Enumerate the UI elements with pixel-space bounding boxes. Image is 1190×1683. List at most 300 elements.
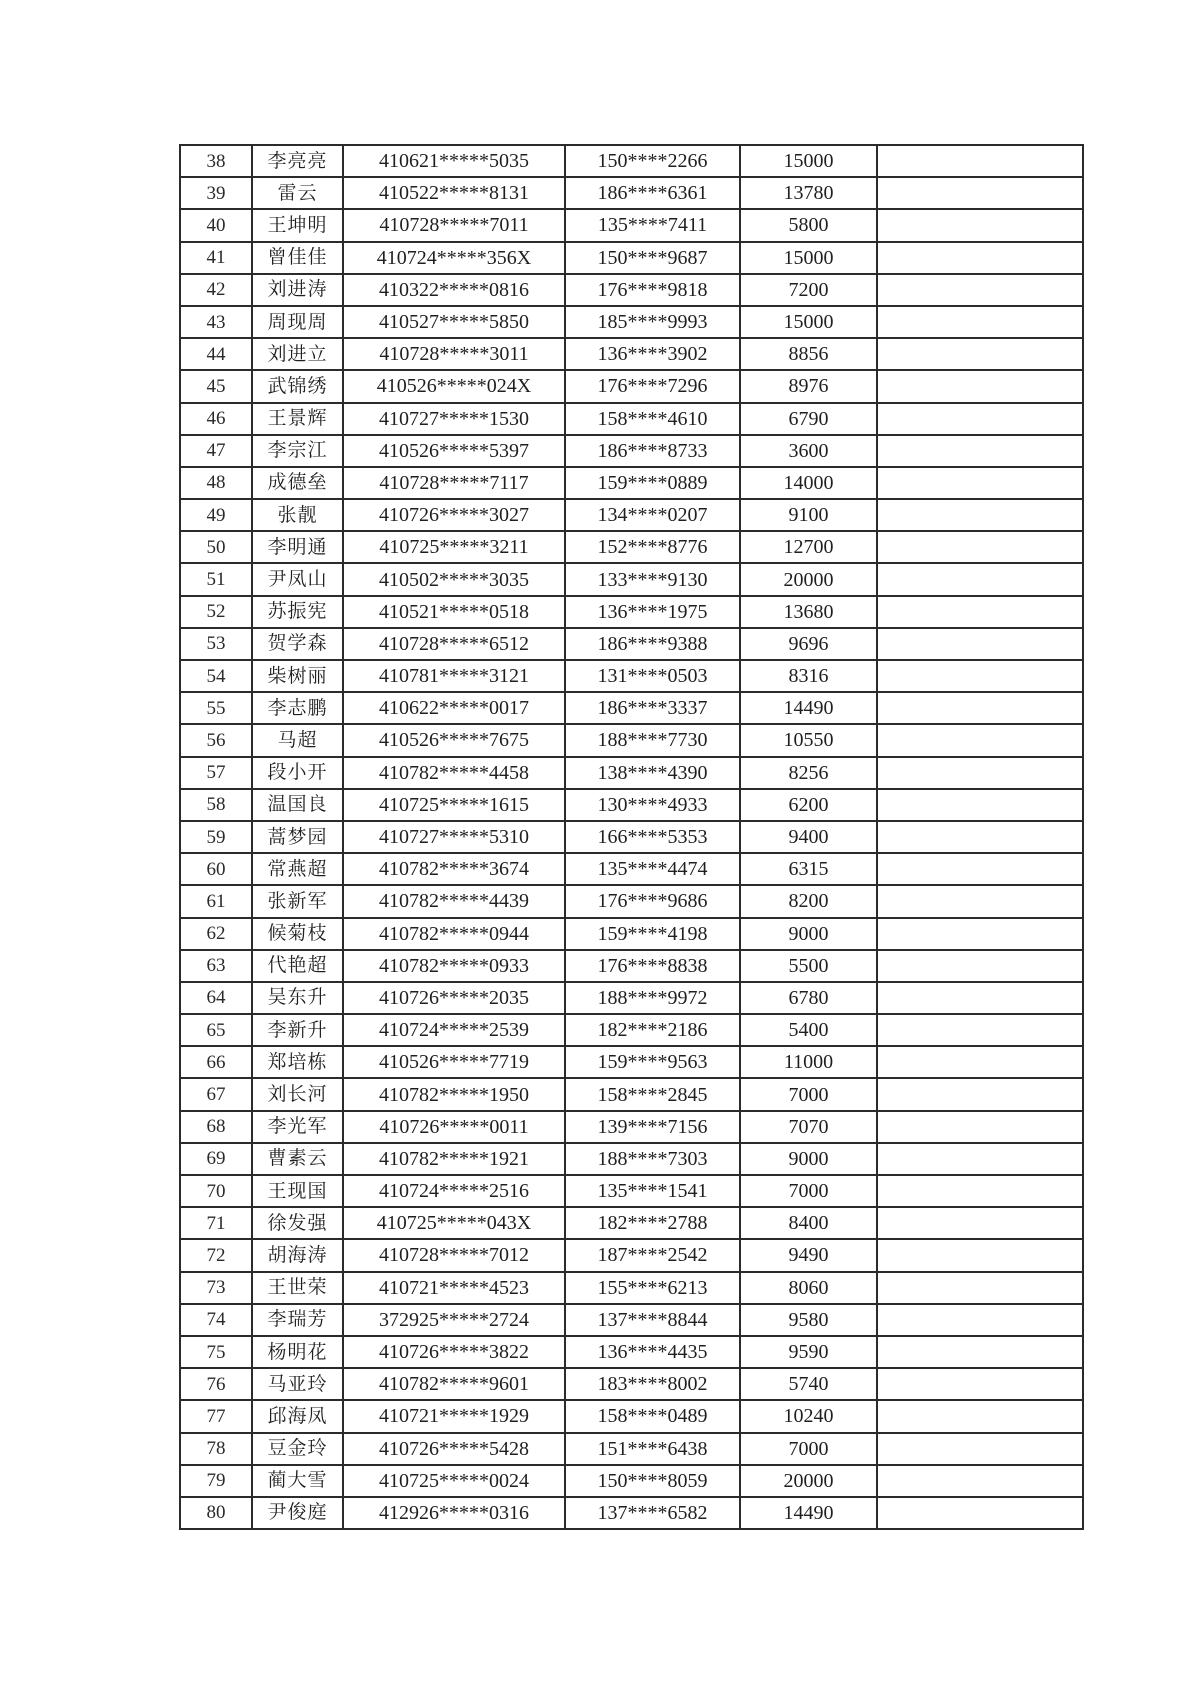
table-row [180,1465,1083,1497]
table-row [180,789,1083,821]
amount-cell: 8316 [740,660,877,692]
table-row [180,1239,1083,1271]
phone-number-cell: 150****8059 [565,1465,740,1497]
row-number-cell: 76 [180,1368,252,1400]
row-number-cell: 61 [180,885,252,917]
phone-number-cell: 182****2186 [565,1014,740,1046]
amount-cell: 7000 [740,1433,877,1465]
phone-number-cell: 137****8844 [565,1304,740,1336]
amount-cell: 14490 [740,692,877,724]
id-number-cell: 410782*****1950 [343,1078,565,1110]
phone-number-cell: 136****4435 [565,1336,740,1368]
amount-cell: 11000 [740,1046,877,1078]
remark-cell [877,274,1083,306]
id-number-cell: 410782*****3674 [343,853,565,885]
amount-cell: 15000 [740,306,877,338]
table-row [180,274,1083,306]
roster-table-body [180,145,1083,1529]
remark-cell [877,1433,1083,1465]
remark-cell [877,660,1083,692]
remark-cell [877,918,1083,950]
table-row [180,628,1083,660]
table-row [180,177,1083,209]
amount-cell: 5800 [740,209,877,241]
id-number-cell: 410726*****5428 [343,1433,565,1465]
name-cell: 候菊枝 [252,918,343,950]
row-number-cell: 41 [180,242,252,274]
id-number-cell: 410526*****5397 [343,435,565,467]
phone-number-cell: 176****7296 [565,370,740,402]
amount-cell: 8256 [740,757,877,789]
id-number-cell: 410721*****4523 [343,1272,565,1304]
table-row [180,1368,1083,1400]
id-number-cell: 410622*****0017 [343,692,565,724]
table-row [180,596,1083,628]
name-cell: 李瑞芳 [252,1304,343,1336]
table-row [180,1336,1083,1368]
row-number-cell: 39 [180,177,252,209]
id-number-cell: 410728*****3011 [343,338,565,370]
phone-number-cell: 166****5353 [565,821,740,853]
remark-cell [877,467,1083,499]
amount-cell: 8200 [740,885,877,917]
remark-cell [877,242,1083,274]
name-cell: 蔺大雪 [252,1465,343,1497]
table-row [180,370,1083,402]
amount-cell: 7000 [740,1078,877,1110]
name-cell: 段小开 [252,757,343,789]
row-number-cell: 60 [180,853,252,885]
id-number-cell: 410782*****0944 [343,918,565,950]
amount-cell: 13780 [740,177,877,209]
name-cell: 杨明花 [252,1336,343,1368]
name-cell: 周现周 [252,306,343,338]
table-row [180,209,1083,241]
remark-cell [877,1368,1083,1400]
name-cell: 胡海涛 [252,1239,343,1271]
phone-number-cell: 135****1541 [565,1175,740,1207]
phone-number-cell: 139****7156 [565,1111,740,1143]
remark-cell [877,370,1083,402]
row-number-cell: 50 [180,531,252,563]
id-number-cell: 410527*****5850 [343,306,565,338]
row-number-cell: 45 [180,370,252,402]
phone-number-cell: 133****9130 [565,563,740,595]
amount-cell: 9590 [740,1336,877,1368]
amount-cell: 12700 [740,531,877,563]
remark-cell [877,1143,1083,1175]
phone-number-cell: 187****2542 [565,1239,740,1271]
phone-number-cell: 155****6213 [565,1272,740,1304]
id-number-cell: 410727*****1530 [343,403,565,435]
id-number-cell: 410725*****1615 [343,789,565,821]
name-cell: 苏振宪 [252,596,343,628]
id-number-cell: 410521*****0518 [343,596,565,628]
table-row [180,338,1083,370]
table-row [180,306,1083,338]
phone-number-cell: 188****9972 [565,982,740,1014]
id-number-cell: 410526*****7719 [343,1046,565,1078]
id-number-cell: 410526*****7675 [343,724,565,756]
remark-cell [877,692,1083,724]
amount-cell: 5740 [740,1368,877,1400]
phone-number-cell: 134****0207 [565,499,740,531]
id-number-cell: 410728*****7011 [343,209,565,241]
amount-cell: 9400 [740,821,877,853]
phone-number-cell: 150****9687 [565,242,740,274]
id-number-cell: 410726*****0011 [343,1111,565,1143]
amount-cell: 9000 [740,918,877,950]
id-number-cell: 372925*****2724 [343,1304,565,1336]
row-number-cell: 68 [180,1111,252,1143]
table-row [180,853,1083,885]
row-number-cell: 53 [180,628,252,660]
name-cell: 武锦绣 [252,370,343,402]
id-number-cell: 410782*****1921 [343,1143,565,1175]
remark-cell [877,1175,1083,1207]
remark-cell [877,885,1083,917]
row-number-cell: 44 [180,338,252,370]
id-number-cell: 410728*****7012 [343,1239,565,1271]
remark-cell [877,1304,1083,1336]
phone-number-cell: 135****7411 [565,209,740,241]
id-number-cell: 410725*****0024 [343,1465,565,1497]
amount-cell: 14490 [740,1497,877,1529]
id-number-cell: 410727*****5310 [343,821,565,853]
name-cell: 李明通 [252,531,343,563]
phone-number-cell: 182****2788 [565,1207,740,1239]
table-row [180,563,1083,595]
remark-cell [877,628,1083,660]
row-number-cell: 64 [180,982,252,1014]
name-cell: 邱海凤 [252,1400,343,1432]
remark-cell [877,1078,1083,1110]
row-number-cell: 77 [180,1400,252,1432]
remark-cell [877,306,1083,338]
remark-cell [877,1272,1083,1304]
remark-cell [877,757,1083,789]
phone-number-cell: 158****4610 [565,403,740,435]
row-number-cell: 66 [180,1046,252,1078]
id-number-cell: 410726*****3822 [343,1336,565,1368]
name-cell: 蒿梦园 [252,821,343,853]
id-number-cell: 410726*****3027 [343,499,565,531]
id-number-cell: 412926*****0316 [343,1497,565,1529]
remark-cell [877,789,1083,821]
row-number-cell: 52 [180,596,252,628]
row-number-cell: 79 [180,1465,252,1497]
phone-number-cell: 159****4198 [565,918,740,950]
remark-cell [877,563,1083,595]
amount-cell: 6780 [740,982,877,1014]
name-cell: 吴东升 [252,982,343,1014]
name-cell: 李志鹏 [252,692,343,724]
name-cell: 常燕超 [252,853,343,885]
amount-cell: 8060 [740,1272,877,1304]
id-number-cell: 410522*****8131 [343,177,565,209]
table-row [180,1046,1083,1078]
name-cell: 刘进涛 [252,274,343,306]
name-cell: 王现国 [252,1175,343,1207]
phone-number-cell: 176****9818 [565,274,740,306]
table-row [180,1143,1083,1175]
name-cell: 王世荣 [252,1272,343,1304]
remark-cell [877,1400,1083,1432]
phone-number-cell: 137****6582 [565,1497,740,1529]
remark-cell [877,1465,1083,1497]
name-cell: 代艳超 [252,950,343,982]
name-cell: 雷云 [252,177,343,209]
phone-number-cell: 159****9563 [565,1046,740,1078]
name-cell: 豆金玲 [252,1433,343,1465]
phone-number-cell: 158****2845 [565,1078,740,1110]
id-number-cell: 410526*****024X [343,370,565,402]
id-number-cell: 410728*****7117 [343,467,565,499]
amount-cell: 9000 [740,1143,877,1175]
remark-cell [877,1111,1083,1143]
remark-cell [877,982,1083,1014]
amount-cell: 20000 [740,1465,877,1497]
name-cell: 贺学森 [252,628,343,660]
id-number-cell: 410724*****2539 [343,1014,565,1046]
table-row [180,1272,1083,1304]
table-row [180,885,1083,917]
table-row [180,950,1083,982]
table-row [180,242,1083,274]
remark-cell [877,1497,1083,1529]
id-number-cell: 410728*****6512 [343,628,565,660]
name-cell: 刘进立 [252,338,343,370]
name-cell: 尹凤山 [252,563,343,595]
phone-number-cell: 176****8838 [565,950,740,982]
name-cell: 曹素云 [252,1143,343,1175]
name-cell: 李新升 [252,1014,343,1046]
name-cell: 徐发强 [252,1207,343,1239]
remark-cell [877,338,1083,370]
id-number-cell: 410782*****9601 [343,1368,565,1400]
row-number-cell: 71 [180,1207,252,1239]
table-row [180,531,1083,563]
remark-cell [877,435,1083,467]
phone-number-cell: 158****0489 [565,1400,740,1432]
remark-cell [877,145,1083,177]
id-number-cell: 410781*****3121 [343,660,565,692]
amount-cell: 6315 [740,853,877,885]
id-number-cell: 410726*****2035 [343,982,565,1014]
phone-number-cell: 159****0889 [565,467,740,499]
table-row [180,1304,1083,1336]
name-cell: 马亚玲 [252,1368,343,1400]
amount-cell: 10240 [740,1400,877,1432]
row-number-cell: 63 [180,950,252,982]
row-number-cell: 62 [180,918,252,950]
phone-number-cell: 183****8002 [565,1368,740,1400]
name-cell: 张靓 [252,499,343,531]
table-row [180,1014,1083,1046]
name-cell: 王景辉 [252,403,343,435]
remark-cell [877,1046,1083,1078]
row-number-cell: 55 [180,692,252,724]
row-number-cell: 72 [180,1239,252,1271]
row-number-cell: 38 [180,145,252,177]
name-cell: 郑培栋 [252,1046,343,1078]
phone-number-cell: 130****4933 [565,789,740,821]
amount-cell: 9696 [740,628,877,660]
table-row [180,1207,1083,1239]
row-number-cell: 49 [180,499,252,531]
amount-cell: 13680 [740,596,877,628]
table-row [180,724,1083,756]
amount-cell: 5400 [740,1014,877,1046]
phone-number-cell: 135****4474 [565,853,740,885]
phone-number-cell: 136****1975 [565,596,740,628]
row-number-cell: 59 [180,821,252,853]
name-cell: 尹俊庭 [252,1497,343,1529]
phone-number-cell: 150****2266 [565,145,740,177]
phone-number-cell: 188****7730 [565,724,740,756]
row-number-cell: 40 [180,209,252,241]
remark-cell [877,724,1083,756]
phone-number-cell: 151****6438 [565,1433,740,1465]
amount-cell: 15000 [740,242,877,274]
id-number-cell: 410782*****4439 [343,885,565,917]
id-number-cell: 410724*****356X [343,242,565,274]
remark-cell [877,177,1083,209]
amount-cell: 9580 [740,1304,877,1336]
id-number-cell: 410322*****0816 [343,274,565,306]
remark-cell [877,821,1083,853]
table-row [180,757,1083,789]
remark-cell [877,209,1083,241]
name-cell: 李宗江 [252,435,343,467]
amount-cell: 15000 [740,145,877,177]
name-cell: 李光军 [252,1111,343,1143]
amount-cell: 20000 [740,563,877,595]
name-cell: 柴树丽 [252,660,343,692]
amount-cell: 6790 [740,403,877,435]
table-row [180,1497,1083,1529]
phone-number-cell: 186****6361 [565,177,740,209]
id-number-cell: 410724*****2516 [343,1175,565,1207]
amount-cell: 7070 [740,1111,877,1143]
remark-cell [877,853,1083,885]
table-row [180,821,1083,853]
amount-cell: 8856 [740,338,877,370]
id-number-cell: 410725*****043X [343,1207,565,1239]
table-row [180,1433,1083,1465]
table-row [180,467,1083,499]
name-cell: 张新军 [252,885,343,917]
id-number-cell: 410721*****1929 [343,1400,565,1432]
table-row [180,1078,1083,1110]
table-row [180,918,1083,950]
remark-cell [877,950,1083,982]
amount-cell: 10550 [740,724,877,756]
row-number-cell: 69 [180,1143,252,1175]
table-row [180,403,1083,435]
name-cell: 李亮亮 [252,145,343,177]
phone-number-cell: 185****9993 [565,306,740,338]
amount-cell: 7000 [740,1175,877,1207]
phone-number-cell: 176****9686 [565,885,740,917]
id-number-cell: 410502*****3035 [343,563,565,595]
row-number-cell: 46 [180,403,252,435]
row-number-cell: 74 [180,1304,252,1336]
amount-cell: 5500 [740,950,877,982]
name-cell: 马超 [252,724,343,756]
remark-cell [877,1207,1083,1239]
name-cell: 王坤明 [252,209,343,241]
row-number-cell: 70 [180,1175,252,1207]
payment-roster-table [179,144,1084,1530]
id-number-cell: 410782*****4458 [343,757,565,789]
table-row [180,982,1083,1014]
row-number-cell: 51 [180,563,252,595]
id-number-cell: 410725*****3211 [343,531,565,563]
phone-number-cell: 186****3337 [565,692,740,724]
remark-cell [877,531,1083,563]
table-row [180,660,1083,692]
amount-cell: 3600 [740,435,877,467]
remark-cell [877,596,1083,628]
phone-number-cell: 188****7303 [565,1143,740,1175]
amount-cell: 8400 [740,1207,877,1239]
amount-cell: 6200 [740,789,877,821]
row-number-cell: 43 [180,306,252,338]
table-row [180,435,1083,467]
row-number-cell: 56 [180,724,252,756]
row-number-cell: 47 [180,435,252,467]
name-cell: 曾佳佳 [252,242,343,274]
table-row [180,1111,1083,1143]
phone-number-cell: 152****8776 [565,531,740,563]
row-number-cell: 65 [180,1014,252,1046]
table-row [180,692,1083,724]
row-number-cell: 48 [180,467,252,499]
id-number-cell: 410621*****5035 [343,145,565,177]
row-number-cell: 57 [180,757,252,789]
row-number-cell: 58 [180,789,252,821]
remark-cell [877,1239,1083,1271]
row-number-cell: 73 [180,1272,252,1304]
row-number-cell: 42 [180,274,252,306]
phone-number-cell: 136****3902 [565,338,740,370]
remark-cell [877,1336,1083,1368]
phone-number-cell: 138****4390 [565,757,740,789]
amount-cell: 9100 [740,499,877,531]
phone-number-cell: 186****8733 [565,435,740,467]
amount-cell: 14000 [740,467,877,499]
table-row [180,499,1083,531]
name-cell: 温国良 [252,789,343,821]
id-number-cell: 410782*****0933 [343,950,565,982]
remark-cell [877,499,1083,531]
remark-cell [877,1014,1083,1046]
amount-cell: 9490 [740,1239,877,1271]
name-cell: 成德垒 [252,467,343,499]
table-row [180,145,1083,177]
phone-number-cell: 186****9388 [565,628,740,660]
row-number-cell: 75 [180,1336,252,1368]
row-number-cell: 54 [180,660,252,692]
row-number-cell: 78 [180,1433,252,1465]
row-number-cell: 80 [180,1497,252,1529]
table-row [180,1400,1083,1432]
phone-number-cell: 131****0503 [565,660,740,692]
table-row [180,1175,1083,1207]
remark-cell [877,403,1083,435]
amount-cell: 8976 [740,370,877,402]
